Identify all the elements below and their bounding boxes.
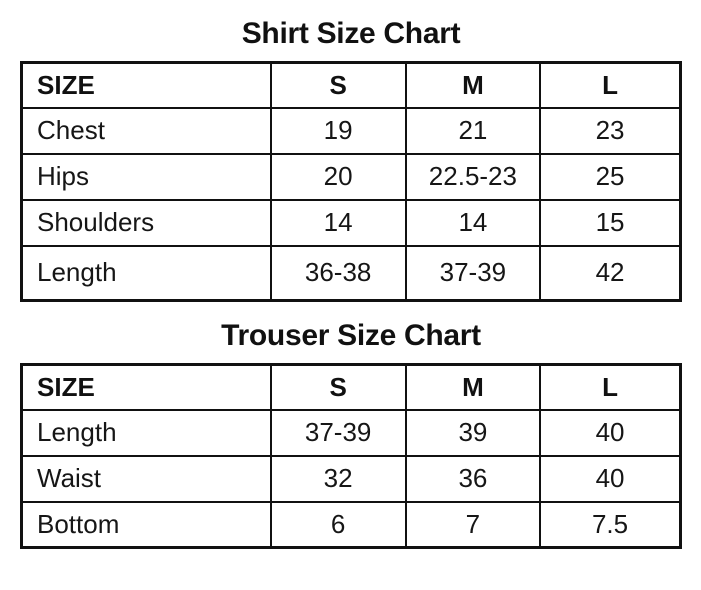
shirt-header-l: L: [540, 63, 680, 108]
cell-value: 37-39: [406, 246, 540, 301]
cell-value: 6: [271, 502, 406, 548]
trouser-table-header-row: [22, 365, 681, 410]
cell-value: 23: [540, 108, 680, 154]
shirt-size-table: [20, 61, 682, 302]
trouser-header-size: SIZE: [22, 365, 271, 410]
cell-value: 40: [540, 456, 680, 502]
shirt-header-s: S: [271, 63, 406, 108]
table-row-chest: [22, 108, 681, 154]
row-label: Length: [22, 410, 271, 456]
cell-value: 15: [540, 200, 680, 246]
cell-value: 37-39: [271, 410, 406, 456]
cell-value: 7.5: [540, 502, 680, 548]
trouser-header-s: S: [271, 365, 406, 410]
cell-value: 21: [406, 108, 540, 154]
size-charts-page: [0, 17, 701, 549]
row-label: Shoulders: [22, 200, 271, 246]
trouser-size-table: [20, 363, 682, 549]
cell-value: 20: [271, 154, 406, 200]
trouser-header-l: L: [540, 365, 680, 410]
cell-value: 7: [406, 502, 540, 548]
table-row-length: [22, 246, 681, 301]
row-label: Waist: [22, 456, 271, 502]
cell-value: 36-38: [271, 246, 406, 301]
row-label: Length: [22, 246, 271, 301]
shirt-header-m: M: [406, 63, 540, 108]
shirt-header-size: SIZE: [22, 63, 271, 108]
row-label: Bottom: [22, 502, 271, 548]
table-row-shoulders: [22, 200, 681, 246]
trouser-chart-title: Trouser Size Chart: [221, 319, 481, 352]
cell-value: 22.5-23: [406, 154, 540, 200]
shirt-chart-title: Shirt Size Chart: [241, 17, 461, 50]
cell-value: 14: [271, 200, 406, 246]
cell-value: 25: [540, 154, 680, 200]
cell-value: 19: [271, 108, 406, 154]
table-row-waist: [22, 456, 681, 502]
cell-value: 32: [271, 456, 406, 502]
row-label: Hips: [22, 154, 271, 200]
cell-value: 39: [406, 410, 540, 456]
cell-value: 36: [406, 456, 540, 502]
table-row-length: [22, 410, 681, 456]
trouser-header-m: M: [406, 365, 540, 410]
cell-value: 14: [406, 200, 540, 246]
cell-value: 42: [540, 246, 680, 301]
cell-value: 40: [540, 410, 680, 456]
table-row-bottom: [22, 502, 681, 548]
shirt-table-header-row: [22, 63, 681, 108]
table-row-hips: [22, 154, 681, 200]
row-label: Chest: [22, 108, 271, 154]
